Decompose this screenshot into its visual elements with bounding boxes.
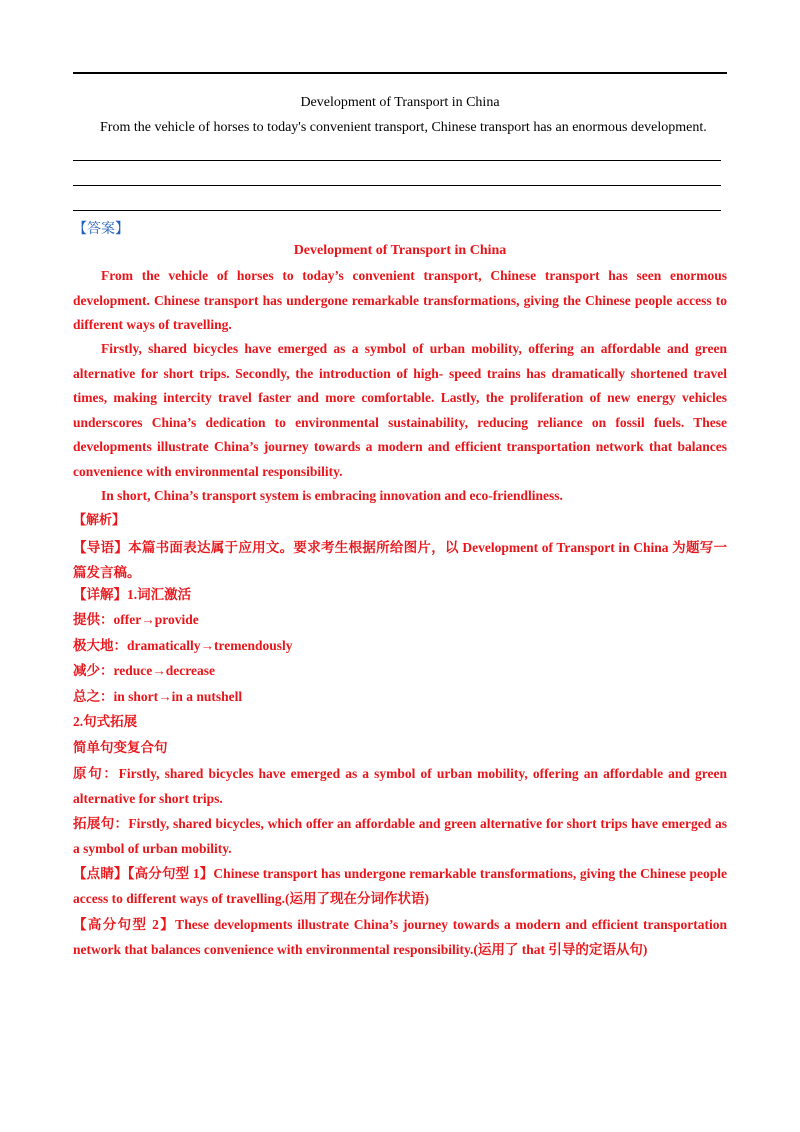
answer-blank-line <box>73 160 721 161</box>
simple-to-complex-heading: 简单句变复合句 <box>73 740 168 755</box>
answer-blank-line <box>73 210 721 211</box>
original-sentence: 原句：Firstly, shared bicycles have emerged as a symbol of urban mobility, offering an affordable and green alternative for short trips. <box>73 766 727 806</box>
vocab-item: 提供：offer→provide <box>73 612 199 627</box>
expanded-sentence: 拓展句：Firstly, shared bicycles, which offer an affordable and green alternative for short trips have emerged as a symbol of urban mobility. <box>73 816 727 856</box>
section-2-heading: 2.句式拓展 <box>73 714 138 729</box>
vocab-item: 极大地：dramatically→tremendously <box>73 638 293 653</box>
answer-blank-line <box>73 185 721 186</box>
essay-paragraph-1: From the vehicle of horses to today’s convenient transport, Chinese transport has seen enormous development. Chinese transport has undergone remarkable transformations, giving the Chinese people access to different ways of travelling. <box>73 268 727 332</box>
top-rule <box>73 72 727 74</box>
task-title: Development of Transport in China <box>300 95 500 110</box>
guide-text: 【导语】本篇书面表达属于应用文。要求考生根据所给图片，以 Development of Transport in China 为题写一篇发言稿。 <box>73 540 727 580</box>
essay-paragraph-3: In short, China’s transport system is embracing innovation and eco-friendliness. <box>101 488 563 503</box>
vocab-item: 减少：reduce→decrease <box>73 663 215 678</box>
highlight-sentence-1: 【点睛】【高分句型 1】Chinese transport has undergone remarkable transformations, giving the Chinese people access to different ways of travelling.(运用了现在分词作状语) <box>73 866 727 906</box>
detail-label: 【详解】1.词汇激活 <box>73 587 192 602</box>
vocab-item: 总之：in short→in a nutshell <box>73 689 243 704</box>
highlight-sentence-2: 【高分句型 2】These developments illustrate China’s journey towards a modern and efficient transportation network that balances convenience with environmental responsibility.(运用了 that 引导的定语从句) <box>73 917 727 957</box>
essay-paragraph-2: Firstly, shared bicycles have emerged as a symbol of urban mobility, offering an affordable and green alternative for short trips. Secondly, the introduction of high- speed trains has dramatically shortened travel times, making intercity travel faster and more comfortable. Lastly, the proliferation of new energy vehicles underscores China’s dedication to environmental sustainability, reducing reliance on fossil fuels. These developments illustrate China’s journey towards a modern and efficient transportation network that balances convenience with environmental responsibility. <box>73 341 727 479</box>
essay-title: Development of Transport in China <box>293 243 507 258</box>
answer-label: 【答案】 <box>73 221 129 237</box>
analysis-label: 【解析】 <box>73 513 126 528</box>
task-prompt: From the vehicle of horses to today's convenient transport, Chinese transport has an enormous development. <box>100 120 707 135</box>
